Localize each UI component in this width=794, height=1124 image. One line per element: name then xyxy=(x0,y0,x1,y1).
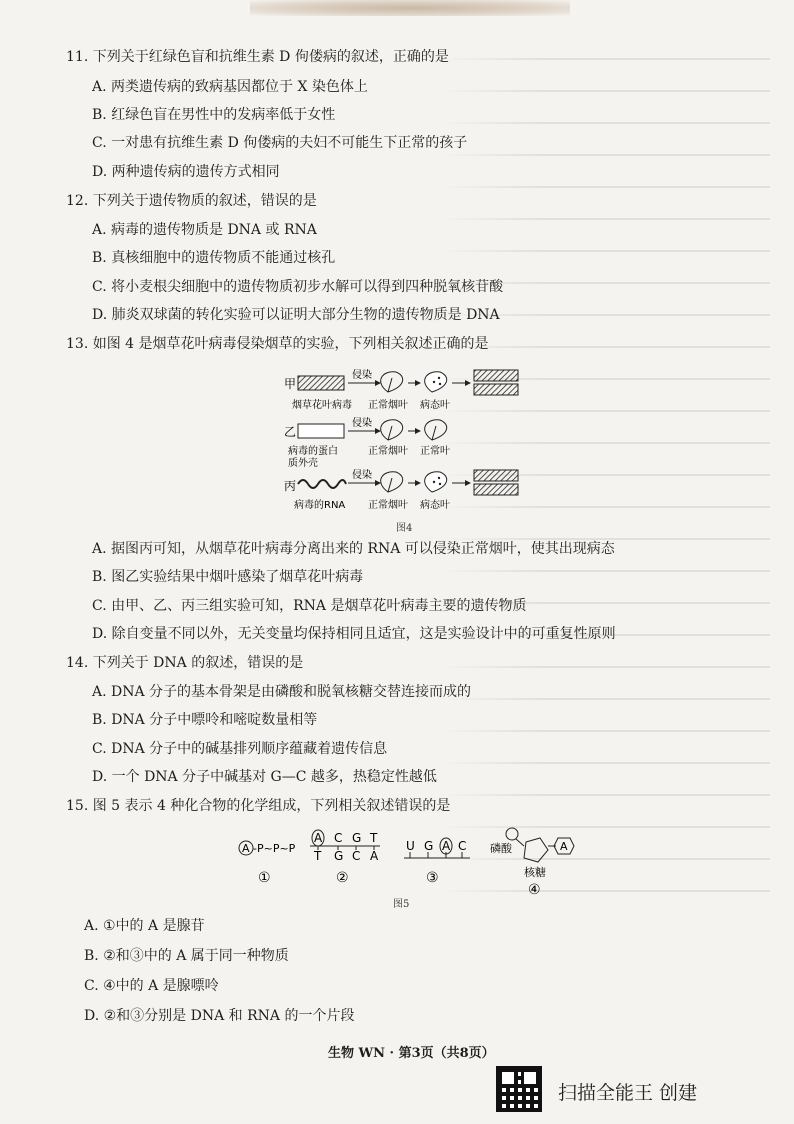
row-yi-mark: 乙 xyxy=(284,425,297,439)
question-13-option-b: B. 图乙实验结果中烟叶感染了烟草花叶病毒 xyxy=(92,569,364,585)
diseased-leaf-icon xyxy=(425,472,447,492)
progeny-virus-shape xyxy=(474,484,518,495)
c3-number: ③ xyxy=(426,870,439,886)
rna-strand-shape xyxy=(298,480,346,488)
question-14-option-a: A. DNA 分子的基本骨架是由磷酸和脱氧核糖交替连接而成的 xyxy=(92,684,472,700)
question-11-option-a: A. 两类遗传病的致病基因都位于 X 染色体上 xyxy=(92,79,368,95)
figure-5-caption: 图5 xyxy=(393,899,410,910)
c2-top-3: T xyxy=(370,831,378,845)
c2-top-1: C xyxy=(334,831,343,845)
row-bing-source-label: 病毒的RNA xyxy=(294,500,346,511)
row-yi-source-label-line2: 质外壳 xyxy=(288,458,318,469)
row-yi-source-label-line1: 病毒的蛋白 xyxy=(288,446,338,457)
question-12-option-b: B. 真核细胞中的遗传物质不能通过核孔 xyxy=(92,250,336,266)
c4-number: ④ xyxy=(528,882,541,898)
c3-base-3: C xyxy=(458,839,467,853)
ribose-pentagon xyxy=(524,838,548,862)
question-13-option-d: D. 除自变量不同以外，无关变量均保持相同且适宜，这是实验设计中的可重复性原则 xyxy=(92,626,616,642)
row-yi-leaf2-label: 正常叶 xyxy=(420,446,450,457)
progeny-virus-shape xyxy=(474,384,518,395)
row-yi-leaf1-label: 正常烟叶 xyxy=(368,446,408,457)
progeny-virus-shape xyxy=(474,370,518,381)
qr-code-icon xyxy=(496,1066,542,1112)
row-jia-mark: 甲 xyxy=(284,377,297,391)
question-11-option-b: B. 红绿色盲在男性中的发病率低于女性 xyxy=(92,107,336,123)
c4-base-letter: A xyxy=(560,840,568,853)
c3-base-2: A xyxy=(442,839,451,853)
question-12-option-a: A. 病毒的遗传物质是 DNA 或 RNA xyxy=(92,222,317,238)
row-bing-leaf2-label: 病态叶 xyxy=(420,500,450,511)
c2-bottom-0: T xyxy=(314,849,322,863)
page-footer: 生物 WN · 第3页（共8页） xyxy=(328,1046,495,1061)
figure-4-caption: 图4 xyxy=(396,523,413,534)
question-15-option-b: B. ②和③中的 A 属于同一种物质 xyxy=(84,948,289,964)
figure-5-diagram xyxy=(230,826,590,906)
question-13-option-a: A. 据图丙可知，从烟草花叶病毒分离出来的 RNA 可以侵染正常烟叶，使其出现病态 xyxy=(92,541,615,557)
question-14-option-b: B. DNA 分子中嘌呤和嘧啶数量相等 xyxy=(92,712,318,728)
c2-number: ② xyxy=(336,870,349,886)
c4-sugar-label: 核糖 xyxy=(524,866,546,879)
page-edge-shadow xyxy=(250,0,570,16)
question-13-option-c: C. 由甲、乙、丙三组实验可知，RNA 是烟草花叶病毒主要的遗传物质 xyxy=(92,598,527,614)
question-15-option-d: D. ②和③分别是 DNA 和 RNA 的一个片段 xyxy=(84,1008,355,1024)
row-yi-arrow-label: 侵染 xyxy=(352,418,372,429)
c1-circled-letter: A xyxy=(242,842,250,855)
row-jia-leaf1-label: 正常烟叶 xyxy=(368,400,408,411)
row-bing-mark: 丙 xyxy=(284,479,297,493)
progeny-virus-shape xyxy=(474,470,518,481)
row-bing-arrow-label: 侵染 xyxy=(352,470,372,481)
normal-leaf-icon xyxy=(381,420,403,440)
question-15-stem: 15. 图 5 表示 4 种化合物的化学组成，下列相关叙述错误的是 xyxy=(66,798,451,814)
c2-bottom-2: C xyxy=(352,849,361,863)
question-15-option-c: C. ④中的 A 是腺嘌呤 xyxy=(84,978,219,994)
phosphate-circle xyxy=(506,828,518,840)
row-bing-leaf1-label: 正常烟叶 xyxy=(368,500,408,511)
c2-top-0: A xyxy=(314,831,323,845)
diseased-leaf-icon xyxy=(425,372,447,392)
normal-leaf-icon xyxy=(381,472,403,492)
question-11-option-d: D. 两种遗传病的遗传方式相同 xyxy=(92,164,280,180)
row-jia-leaf2-label: 病态叶 xyxy=(420,400,450,411)
row-jia-source-label: 烟草花叶病毒 xyxy=(292,400,352,411)
question-14-option-d: D. 一个 DNA 分子中碱基对 G—C 越多，热稳定性越低 xyxy=(92,769,437,785)
c1-phosphates: -P~P~P xyxy=(253,842,296,855)
protein-coat-shape xyxy=(298,424,344,438)
tmv-particle-shape xyxy=(298,376,344,390)
c1-number: ① xyxy=(258,870,271,886)
normal-leaf-icon xyxy=(425,420,447,440)
question-12-stem: 12. 下列关于遗传物质的叙述，错误的是 xyxy=(66,193,317,209)
c2-bottom-1: G xyxy=(334,849,344,863)
question-15-option-a: A. ①中的 A 是腺苷 xyxy=(84,918,205,934)
question-14-option-c: C. DNA 分子中的碱基排列顺序蕴藏着遗传信息 xyxy=(92,741,388,757)
question-12-option-c: C. 将小麦根尖细胞中的遗传物质初步水解可以得到四种脱氧核苷酸 xyxy=(92,279,504,295)
c3-base-0: U xyxy=(406,839,415,853)
c4-phosphate-label: 磷酸 xyxy=(490,842,512,855)
c2-bottom-3: A xyxy=(370,849,379,863)
scanner-watermark: 扫描全能王 创建 xyxy=(558,1082,698,1104)
question-11-option-c: C. 一对患有抗维生素 D 佝偻病的夫妇不可能生下正常的孩子 xyxy=(92,135,468,151)
question-11-stem: 11. 下列关于红绿色盲和抗维生素 D 佝偻病的叙述，正确的是 xyxy=(66,49,449,65)
normal-leaf-icon xyxy=(381,372,403,392)
question-14-stem: 14. 下列关于 DNA 的叙述，错误的是 xyxy=(66,655,304,671)
row-jia-arrow-label: 侵染 xyxy=(352,370,372,381)
question-12-option-d: D. 肺炎双球菌的转化实验可以证明大部分生物的遗传物质是 DNA xyxy=(92,307,500,323)
c2-top-2: G xyxy=(352,831,362,845)
figure-4-diagram xyxy=(270,366,540,516)
c3-base-1: G xyxy=(424,839,434,853)
question-13-stem: 13. 如图 4 是烟草花叶病毒侵染烟草的实验，下列相关叙述正确的是 xyxy=(66,336,489,352)
